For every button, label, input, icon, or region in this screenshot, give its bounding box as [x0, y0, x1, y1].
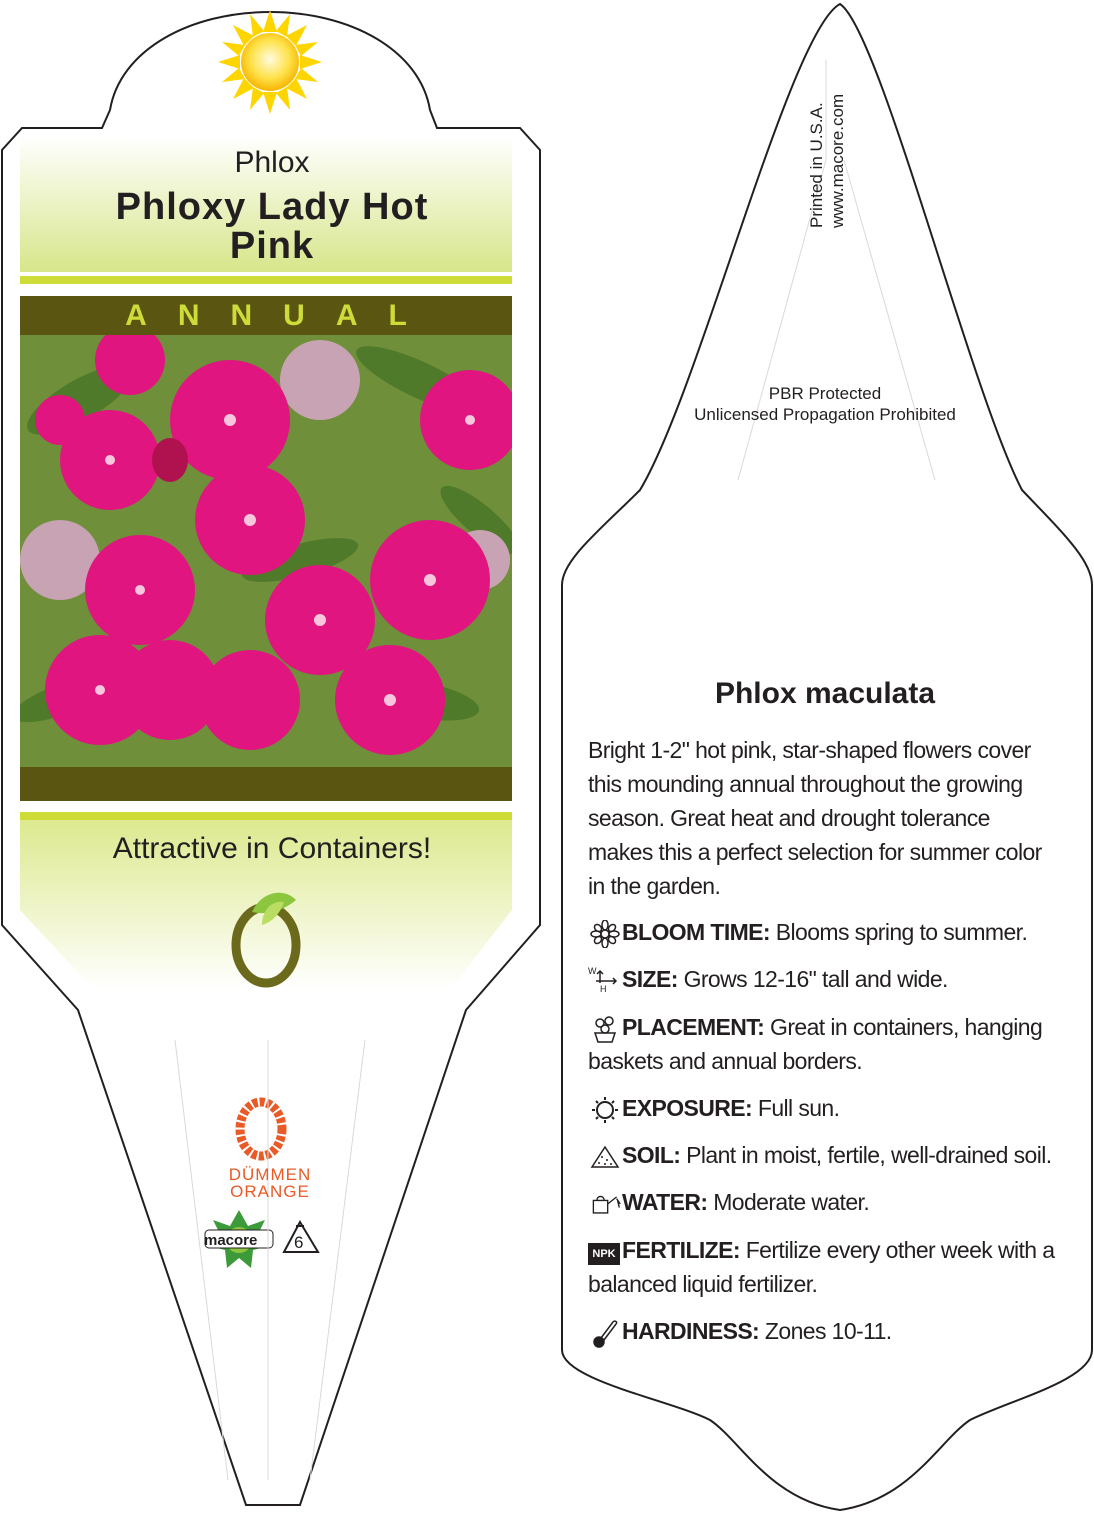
care-label: FERTILIZE:: [622, 1237, 740, 1263]
npk-icon: NPK: [588, 1238, 622, 1266]
care-value: Fertilize every other week with a balanced liquid fertilizer.: [588, 1237, 1055, 1297]
care-value: Grows 12-16" tall and wide.: [683, 966, 948, 992]
care-size: [588, 962, 1058, 996]
recycle-code: 6: [294, 1233, 304, 1252]
website: www.macore.com: [828, 93, 847, 228]
care-label: HARDINESS:: [622, 1318, 760, 1344]
description: Bright 1-2" hot pink, star-shaped flowers cover this mounding annual throughout the growing season. Great heat and drought tolerance makes this a perfect selection for summer color in the garden.: [588, 737, 1042, 899]
care-hardiness: [588, 1314, 1058, 1348]
care-value: Full sun.: [757, 1095, 840, 1121]
soil-icon: [588, 1143, 622, 1171]
printed-in-line: Printed in U.S.A.: [807, 102, 826, 228]
care-label: PLACEMENT:: [622, 1014, 765, 1040]
flower-icon: [588, 920, 622, 948]
care-bloom-time: [588, 915, 1058, 949]
care-value: Plant in moist, fertile, well-drained soil.: [686, 1142, 1052, 1168]
watering-can-icon: [588, 1190, 622, 1218]
care-label: SOIL:: [622, 1142, 681, 1168]
care-soil: [588, 1138, 1058, 1172]
printed-in: [806, 94, 848, 228]
size-icon: W H: [588, 967, 622, 995]
care-value: Zones 10-11.: [764, 1318, 892, 1344]
tagline: Attractive in Containers!: [112, 832, 432, 865]
care-water: [588, 1185, 1058, 1219]
care-label: SIZE:: [622, 966, 678, 992]
care-exposure: [588, 1091, 1058, 1125]
care-label: WATER:: [622, 1189, 708, 1215]
pbr-notice: [560, 383, 1090, 425]
common-name: Phlox: [234, 146, 310, 179]
category-band: ANNUAL: [20, 296, 512, 335]
thermometer-icon: [588, 1318, 622, 1348]
care-value: Blooms spring to summer.: [775, 919, 1028, 945]
care-fertilize: [588, 1233, 1058, 1301]
care-value: Moderate water.: [713, 1189, 870, 1215]
sun-icon: [588, 1096, 622, 1124]
care-placement: [588, 1010, 1058, 1078]
variety-name: [20, 188, 524, 266]
pbr-line1: PBR Protected: [768, 384, 882, 403]
macore-logo-text: macore: [204, 1232, 258, 1249]
variety-name-line1: Phloxy Lady Hot: [115, 186, 429, 228]
care-label: EXPOSURE:: [622, 1095, 753, 1121]
brand-line1: DÜMMEN: [228, 1165, 312, 1184]
care-value: Great in containers, hanging baskets and annual borders.: [588, 1014, 1043, 1074]
brand-line2: ORANGE: [230, 1182, 310, 1201]
variety-name-line2: Pink: [229, 225, 315, 267]
placement-icon: [588, 1015, 622, 1043]
flower-photo: [8, 325, 528, 767]
scientific-name: Phlox maculata: [714, 677, 936, 710]
sun-icon: [218, 10, 322, 114]
pbr-line2: Unlicensed Propagation Prohibited: [694, 405, 956, 424]
care-label: BLOOM TIME:: [622, 919, 770, 945]
